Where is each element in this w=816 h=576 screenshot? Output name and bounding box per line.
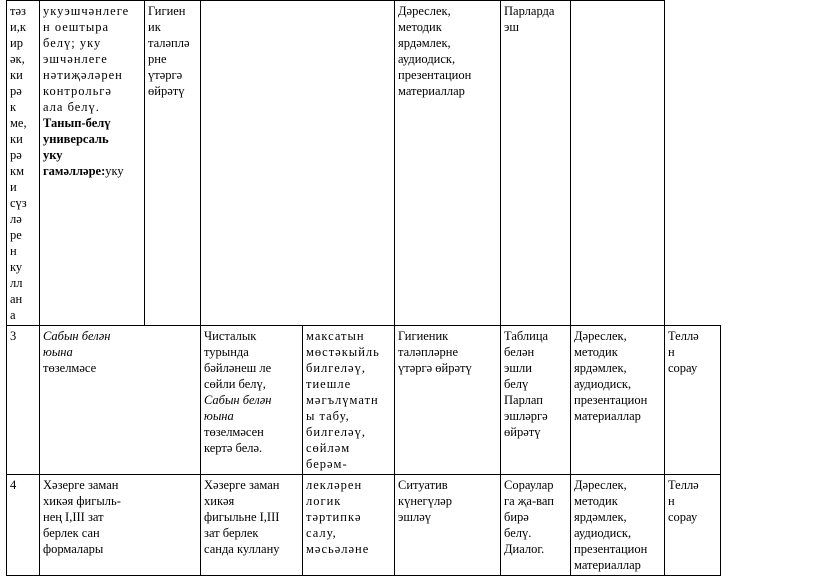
- cell-assessment: [665, 475, 721, 576]
- cell-line: мәгълүматн: [306, 393, 379, 407]
- cell-line: гамәлләре:: [43, 164, 106, 178]
- cell-resources: [395, 1, 501, 326]
- cell-line: н: [10, 244, 17, 258]
- table-row: [7, 326, 721, 475]
- cell-line: методик: [398, 20, 442, 34]
- cell-line: формалары: [43, 542, 104, 556]
- cell-line: эшләргә: [504, 409, 548, 423]
- cell-uud: [303, 326, 395, 475]
- cell-line: аудиодиск,: [574, 377, 632, 391]
- cell-line: методик: [574, 494, 618, 508]
- cell-line: уку: [105, 164, 124, 178]
- cell-line: төзелмәсе: [43, 361, 97, 375]
- cell-hygiene: [145, 1, 201, 326]
- cell-line: укуэшчәнлеге: [43, 4, 130, 18]
- cell-line: материаллар: [574, 558, 641, 572]
- cell-line: Дәреслек,: [398, 4, 451, 18]
- cell-line: мөстәкыйль: [306, 345, 380, 359]
- cell-line: нәтиҗәләрен: [43, 68, 123, 82]
- cell-topic: [40, 475, 145, 576]
- cell-empty: [145, 475, 201, 576]
- cell-line: к: [10, 100, 17, 114]
- cell-line: таләплә: [148, 36, 190, 50]
- cell-line: Теллә: [668, 478, 699, 492]
- cell-line: белү; уку: [43, 36, 102, 50]
- cell-line: билгеләү,: [306, 425, 366, 439]
- table-row: [7, 475, 721, 576]
- cell-line: өйрәтү: [148, 84, 185, 98]
- cell-line: материаллар: [574, 409, 641, 423]
- cell-number: 3: [7, 326, 40, 475]
- cell-line: бәйләнеш ле: [204, 361, 272, 375]
- cell-line: әк,: [10, 52, 25, 66]
- cell-line: Сораулар: [504, 478, 554, 492]
- lesson-plan-table: [6, 0, 721, 576]
- cell-line: рә: [10, 84, 22, 98]
- cell-line: ярдәмлек,: [574, 510, 627, 524]
- cell-line: га җа-вап: [504, 494, 554, 508]
- cell-line: ки: [10, 68, 23, 82]
- cell-line: универсаль: [43, 132, 109, 146]
- cell-line: Теллә: [668, 329, 699, 343]
- cell-line: аудиодиск,: [574, 526, 632, 540]
- cell-line: ан: [10, 292, 23, 306]
- cell-topic-vertical: [7, 1, 40, 326]
- cell-activity: [395, 326, 501, 475]
- cell-line: белү: [504, 377, 529, 391]
- cell-skills: [40, 1, 145, 326]
- cell-line: и,к: [10, 20, 26, 34]
- cell-line: Хәзерге заман: [204, 478, 280, 492]
- cell-line: Сабын белән: [204, 393, 272, 407]
- cell-line: эшчәнлеге: [43, 52, 108, 66]
- cell-line: кертә белә.: [204, 441, 263, 455]
- cell-line: ярдәмлек,: [398, 36, 451, 50]
- cell-resources: [571, 475, 665, 576]
- cell-line: ки: [10, 132, 23, 146]
- cell-line: н оештыра: [43, 20, 110, 34]
- cell-line: мәсьәләне: [306, 542, 370, 556]
- cell-line: ы табу,: [306, 409, 350, 423]
- cell-line: сорау: [668, 510, 698, 524]
- cell-line: күнегүләр: [398, 494, 452, 508]
- cell-line: контрольгә: [43, 84, 112, 98]
- cell-objectives: [201, 326, 303, 475]
- cell-line: тәз: [10, 4, 26, 18]
- cell-line: Хәзерге заман: [43, 478, 119, 492]
- cell-line: таләпләрне: [398, 345, 459, 359]
- cell-line: максатын: [306, 329, 365, 343]
- cell-line: лл: [10, 276, 23, 290]
- cell-line: бирә: [504, 510, 529, 524]
- cell-line: материаллар: [398, 84, 465, 98]
- cell-topic: [40, 326, 145, 475]
- cell-empty: [201, 1, 395, 326]
- cell-line: салу,: [306, 526, 337, 540]
- cell-line: төзелмәсен: [204, 425, 264, 439]
- cell-line: фигыльне I,III: [204, 510, 280, 524]
- cell-line: аудиодиск,: [398, 52, 456, 66]
- cell-line: ир: [10, 36, 23, 50]
- cell-work-form: [501, 1, 571, 326]
- cell-line: белү.: [504, 526, 532, 540]
- cell-resources: [571, 326, 665, 475]
- cell-objectives: [201, 475, 303, 576]
- cell-line: Дәреслек,: [574, 329, 627, 343]
- cell-line: нең I,III зат: [43, 510, 104, 524]
- cell-number: 4: [7, 475, 40, 576]
- cell-line: тиешле: [306, 377, 352, 391]
- cell-line: Танып-белү: [43, 116, 111, 130]
- cell-line: эшли: [504, 361, 532, 375]
- cell-line: а: [10, 308, 16, 322]
- cell-line: белән: [504, 345, 535, 359]
- cell-line: презентацион: [398, 68, 472, 82]
- cell-line: Диалог.: [504, 542, 545, 556]
- cell-line: билгеләү,: [306, 361, 366, 375]
- cell-line: Гигиеник: [398, 329, 449, 343]
- cell-empty: [571, 1, 665, 326]
- cell-line: рә: [10, 148, 22, 162]
- cell-empty: [145, 326, 201, 475]
- cell-line: юына: [43, 345, 73, 359]
- cell-line-wrap: [43, 163, 141, 179]
- cell-assessment: [665, 326, 721, 475]
- cell-line: турында: [204, 345, 249, 359]
- cell-line: эшләү: [398, 510, 432, 524]
- cell-line: уку: [43, 148, 63, 162]
- cell-line: презентацион: [574, 393, 648, 407]
- cell-line: сөйләм: [306, 441, 351, 455]
- cell-line: өйрәтү: [504, 425, 541, 439]
- cell-line: рне: [148, 52, 167, 66]
- cell-line: ярдәмлек,: [574, 361, 627, 375]
- cell-line: сорау: [668, 361, 698, 375]
- cell-line: берәм-: [306, 457, 348, 471]
- cell-line: Дәреслек,: [574, 478, 627, 492]
- cell-line: методик: [574, 345, 618, 359]
- cell-line: км: [10, 164, 24, 178]
- cell-line: лә: [10, 212, 22, 226]
- cell-line: тәртипкә: [306, 510, 362, 524]
- cell-line: берлек сан: [43, 526, 100, 540]
- cell-line: логик: [306, 494, 342, 508]
- cell-line: ку: [10, 260, 23, 274]
- cell-line: Ситуатив: [398, 478, 448, 492]
- cell-line: зат берлек: [204, 526, 259, 540]
- cell-line: н: [668, 345, 675, 359]
- cell-line: хикәя фигыль-: [43, 494, 121, 508]
- cell-method: [501, 475, 571, 576]
- cell-line: сүз: [10, 196, 27, 210]
- cell-line: Чисталык: [204, 329, 257, 343]
- cell-line: и: [10, 180, 17, 194]
- cell-line: Парларда эш: [504, 4, 555, 34]
- cell-line: ре: [10, 228, 22, 242]
- cell-line: Парлап: [504, 393, 543, 407]
- cell-uud: [303, 475, 395, 576]
- cell-line: Таблица: [504, 329, 549, 343]
- cell-line: Гигиен: [148, 4, 186, 18]
- cell-line: үтәргә өйрәтү: [398, 361, 472, 375]
- cell-line: үтәргә: [148, 68, 183, 82]
- table-row: [7, 1, 721, 326]
- cell-line: юына: [204, 409, 234, 423]
- cell-line: ала белү.: [43, 100, 100, 114]
- cell-line: н: [668, 494, 675, 508]
- cell-line: презентацион: [574, 542, 648, 556]
- cell-line: хикәя: [204, 494, 235, 508]
- cell-outside: [665, 1, 721, 326]
- cell-line: ик: [148, 20, 161, 34]
- cell-line: ме,: [10, 116, 27, 130]
- cell-line: Сабын белән: [43, 329, 111, 343]
- cell-line: сөйли белү,: [204, 377, 266, 391]
- cell-line: санда куллану: [204, 542, 280, 556]
- cell-line: лекләрен: [306, 478, 363, 492]
- cell-activity: [395, 475, 501, 576]
- cell-method: [501, 326, 571, 475]
